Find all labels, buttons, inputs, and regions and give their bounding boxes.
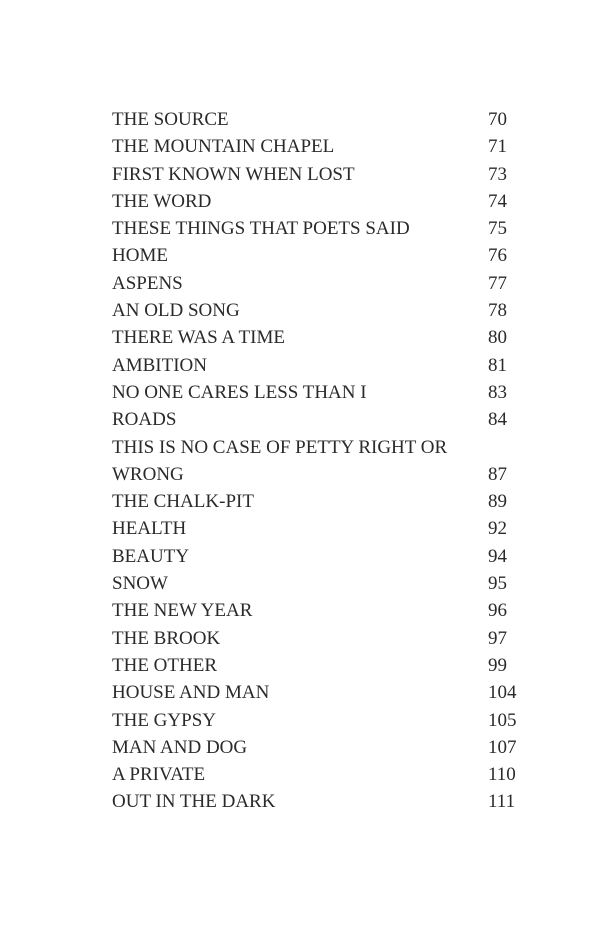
toc-entry xyxy=(112,161,522,188)
toc-entry xyxy=(112,324,522,351)
toc-entry-page: 74 xyxy=(488,190,507,212)
toc-entry xyxy=(112,270,522,297)
toc-entry-page: 73 xyxy=(488,163,507,185)
toc-entry xyxy=(112,434,522,489)
toc-entry-page: 99 xyxy=(488,654,507,676)
toc-entry-page: 110 xyxy=(488,764,516,786)
toc-entry-title: THE CHALK-PIT xyxy=(112,491,254,513)
toc-entry-page: 75 xyxy=(488,218,507,240)
toc-entry xyxy=(112,570,522,597)
toc-entry-title: HEALTH xyxy=(112,518,187,540)
toc-entry-title: ROADS xyxy=(112,409,177,431)
toc-entry-page: 70 xyxy=(488,109,507,130)
toc-entry-title: NO ONE CARES LESS THAN I xyxy=(112,381,367,403)
toc-entry xyxy=(112,352,522,379)
toc-entry-page: 89 xyxy=(488,491,507,513)
toc-entry xyxy=(112,597,522,624)
toc-entry-title: MAN AND DOG xyxy=(112,736,248,758)
toc-entry xyxy=(112,488,522,515)
toc-entry-page: 97 xyxy=(488,627,507,649)
toc-entry-title: FIRST KNOWN WHEN LOST xyxy=(112,163,355,185)
table-of-contents xyxy=(112,106,522,816)
toc-entry-title: HOUSE AND MAN xyxy=(112,682,270,704)
toc-entry-page: 83 xyxy=(488,381,507,403)
toc-entry-title: OUT IN THE DARK xyxy=(112,791,276,813)
toc-entry-title: BEAUTY xyxy=(112,545,190,567)
toc-entry-title: AMBITION xyxy=(112,354,207,376)
toc-entry xyxy=(112,761,522,788)
toc-entry-title: THE OTHER xyxy=(112,654,218,676)
toc-entry xyxy=(112,543,522,570)
toc-entry-page: 107 xyxy=(488,736,517,758)
toc-entry-page: 111 xyxy=(488,791,516,813)
toc-entry xyxy=(112,707,522,734)
toc-entry-page: 92 xyxy=(488,518,507,540)
toc-entry-page: 105 xyxy=(488,709,517,731)
toc-entry-page: 76 xyxy=(488,245,507,267)
toc-entry-page: 84 xyxy=(488,409,507,431)
toc-entry xyxy=(112,188,522,215)
toc-entry xyxy=(112,406,522,433)
toc-entry xyxy=(112,734,522,761)
toc-entry xyxy=(112,106,522,133)
toc-entry-title: THE GYPSY xyxy=(112,709,216,731)
toc-entry-title: SNOW xyxy=(112,573,168,595)
toc-entry-title: THE SOURCE xyxy=(112,109,229,130)
toc-entry-page: 80 xyxy=(488,327,507,349)
toc-entry xyxy=(112,515,522,542)
toc-entry-title: THE NEW YEAR xyxy=(112,600,253,622)
toc-entry-page: 95 xyxy=(488,573,507,595)
toc-entry-title: HOME xyxy=(112,245,168,267)
toc-entry-title: THE BROOK xyxy=(112,627,221,649)
toc-entry xyxy=(112,652,522,679)
toc-entry xyxy=(112,788,522,815)
toc-entry-page: 78 xyxy=(488,300,507,322)
toc-entry xyxy=(112,133,522,160)
toc-entry xyxy=(112,379,522,406)
toc-entry-page: 87 xyxy=(488,463,507,485)
toc-entry xyxy=(112,242,522,269)
toc-entry-page: 71 xyxy=(488,136,507,158)
toc-entry-page: 96 xyxy=(488,600,507,622)
toc-entry-page: 77 xyxy=(488,272,507,294)
toc-entry-title: THIS IS NO CASE OF PETTY RIGHT OR WRONG xyxy=(112,436,448,485)
toc-entry-title: THESE THINGS THAT POETS SAID xyxy=(112,218,410,240)
toc-entry-page: 81 xyxy=(488,354,507,376)
toc-entry-title: THE MOUNTAIN CHAPEL xyxy=(112,136,335,158)
toc-entry-title: AN OLD SONG xyxy=(112,300,240,322)
toc-entry xyxy=(112,679,522,706)
toc-entry xyxy=(112,215,522,242)
toc-entry-title: THE WORD xyxy=(112,190,212,212)
toc-entry xyxy=(112,625,522,652)
toc-entry-title: A PRIVATE xyxy=(112,764,206,786)
toc-entry-title: THERE WAS A TIME xyxy=(112,327,285,349)
toc-entry-page: 104 xyxy=(488,682,517,704)
toc-entry-page: 94 xyxy=(488,545,507,567)
toc-entry-title: ASPENS xyxy=(112,272,183,294)
toc-entry xyxy=(112,297,522,324)
